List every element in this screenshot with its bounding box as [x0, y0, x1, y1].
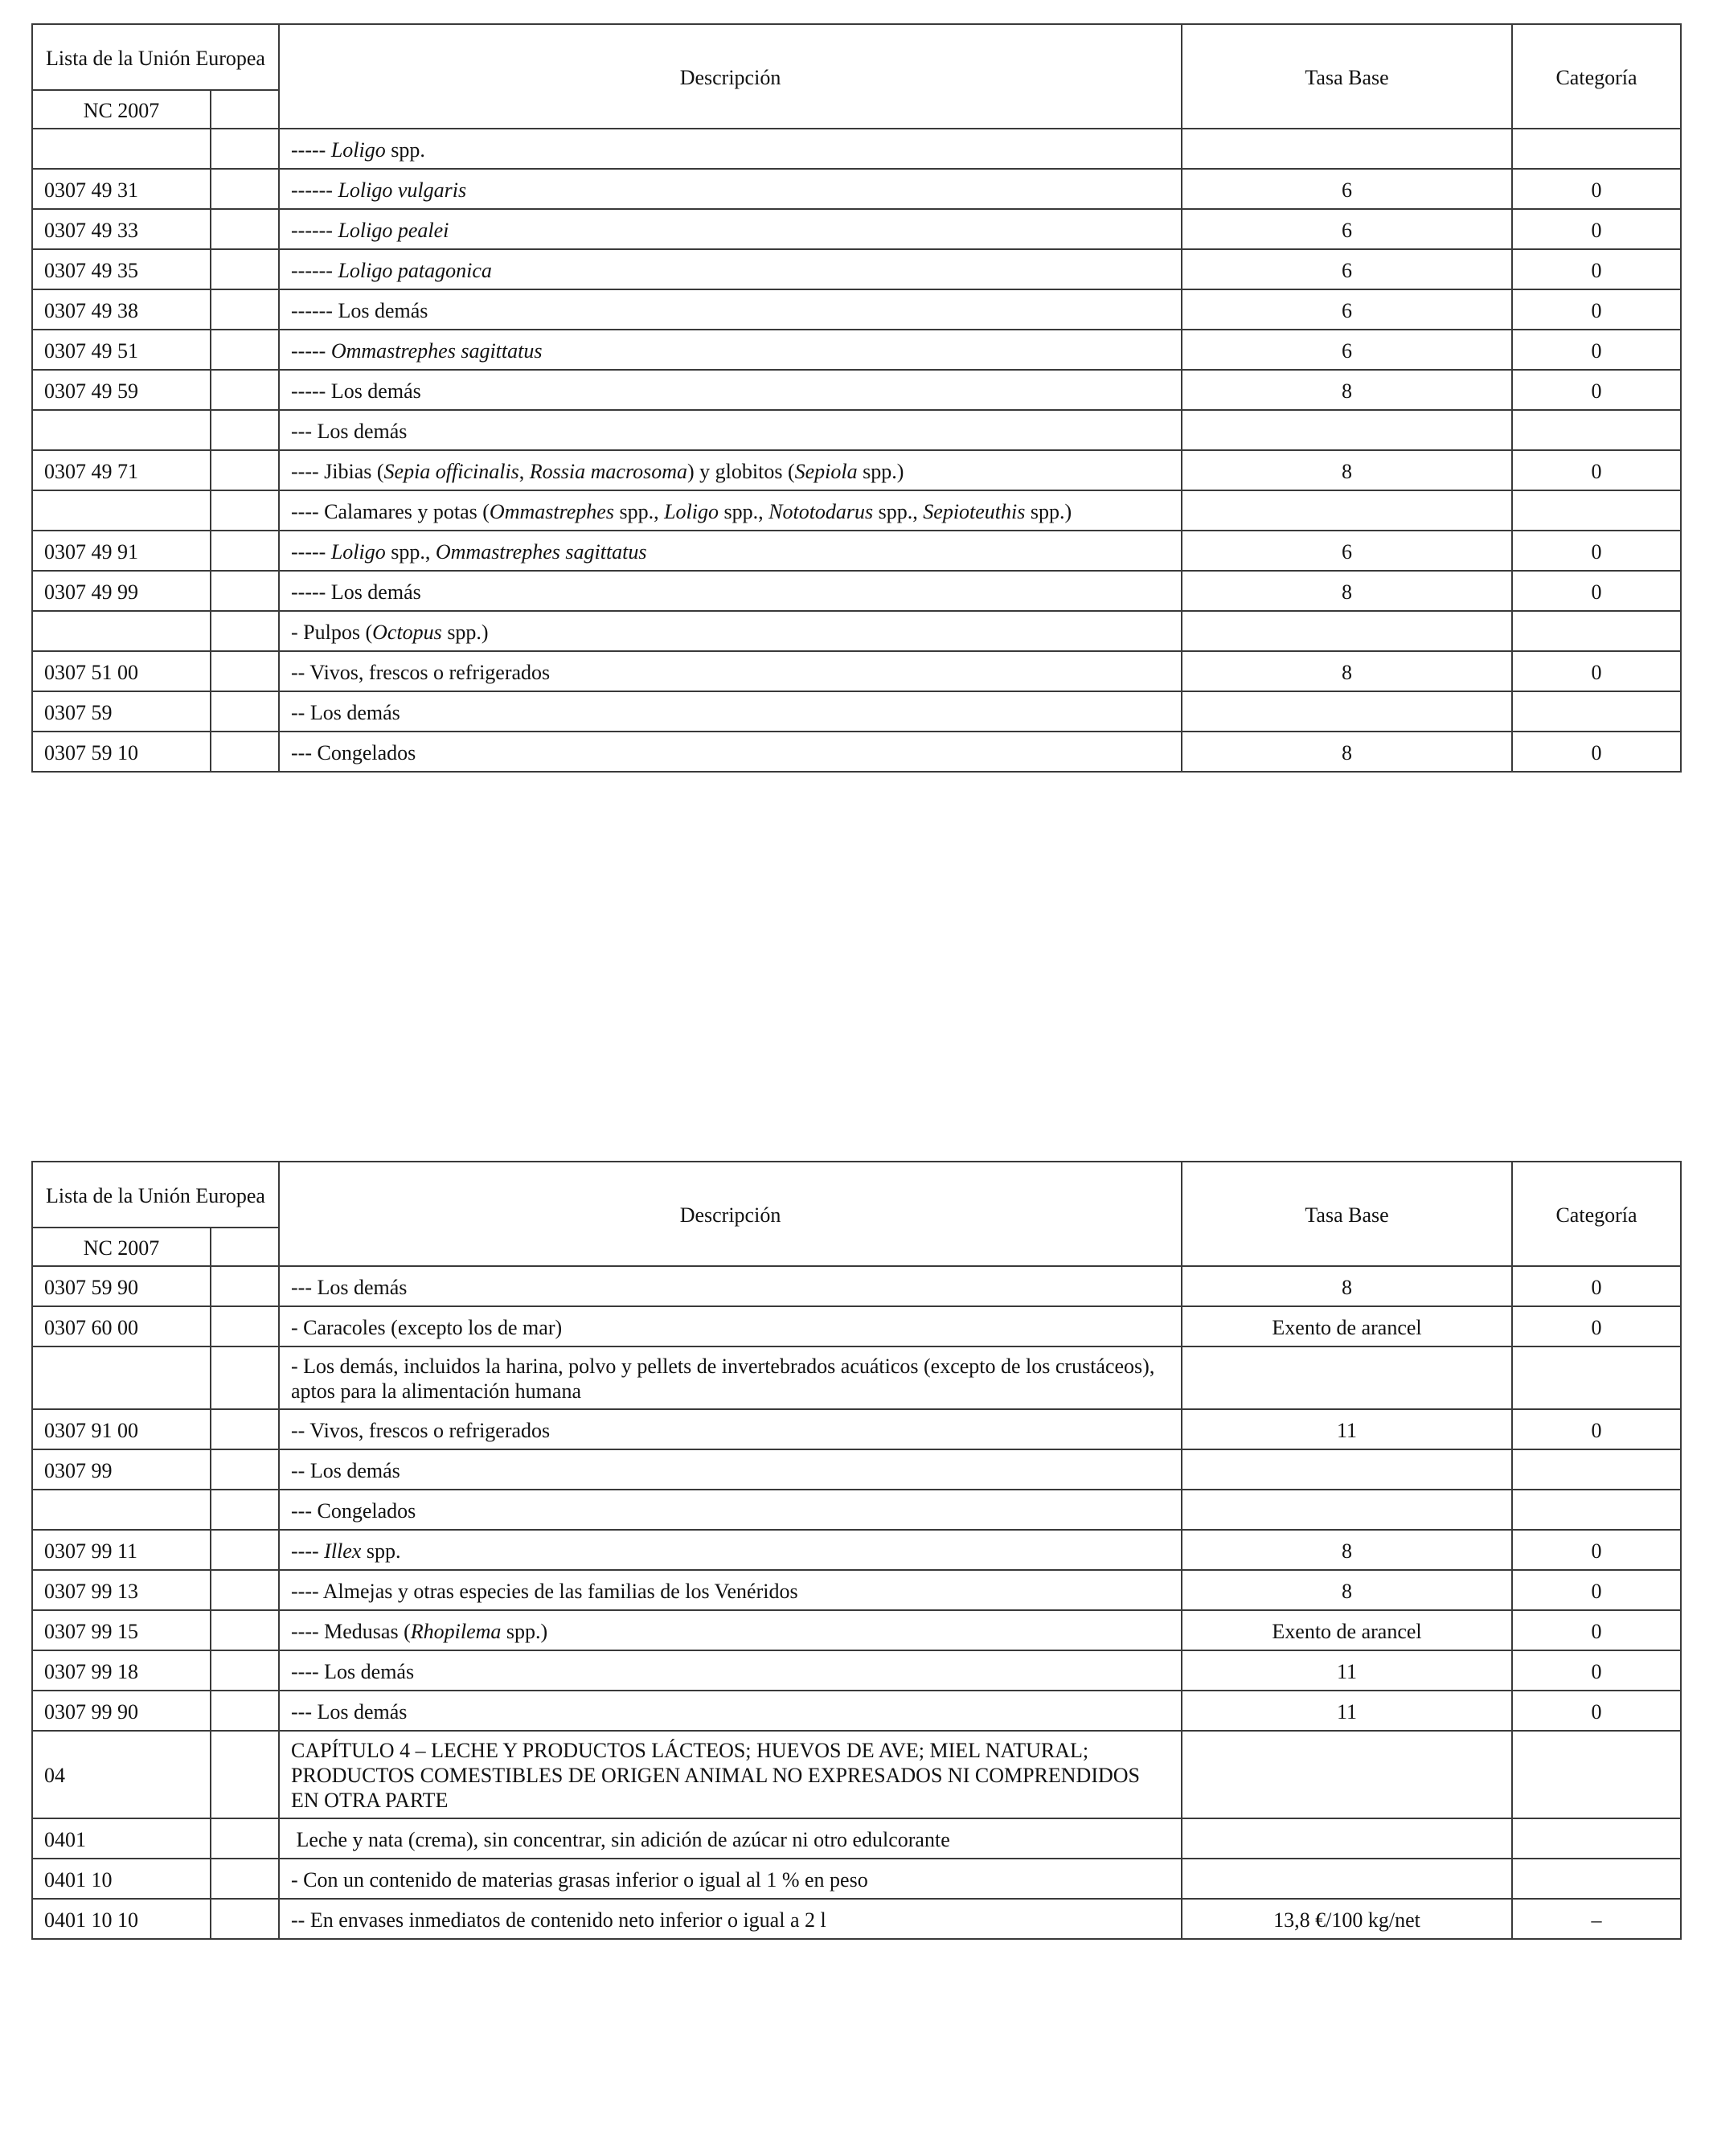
description-text: ---- Calamares y potas ( [291, 499, 490, 523]
blank-cell [211, 1449, 279, 1490]
description-text: --- Los demás [291, 419, 408, 443]
nc-code-cell: 0307 49 99 [32, 571, 211, 611]
description-cell [279, 169, 1182, 209]
table-row [32, 249, 1681, 289]
base-rate-cell: 8 [1182, 1570, 1512, 1610]
category-cell [1512, 410, 1681, 450]
category-cell: 0 [1512, 169, 1681, 209]
table-row [32, 691, 1681, 732]
nc-code-cell: 0307 49 35 [32, 249, 211, 289]
nc-code-cell: 0307 49 33 [32, 209, 211, 249]
description-cell [279, 1650, 1182, 1691]
description-cell [279, 1346, 1182, 1409]
category-cell: 0 [1512, 1650, 1681, 1691]
blank-cell [211, 1409, 279, 1449]
blank-cell [211, 1490, 279, 1530]
description-cell [279, 691, 1182, 732]
category-cell: 0 [1512, 1530, 1681, 1570]
base-rate-cell [1182, 691, 1512, 732]
header-rate: Tasa Base [1182, 1162, 1512, 1266]
blank-cell [211, 1610, 279, 1650]
blank-cell [211, 1346, 279, 1409]
nc-code-cell: 0307 59 10 [32, 732, 211, 772]
table-row [32, 1530, 1681, 1570]
description-text: CAPÍTULO 4 – LECHE Y PRODUCTOS LÁCTEOS; HUEVOS DE AVE; MIEL NATURAL; PRODUCTOS COMESTIBLES DE ORIGEN ANIMAL NO EXPRESADOS NI COMPRENDIDOS EN OTRA PARTE [291, 1739, 1145, 1812]
nc-code-cell: 0307 59 90 [32, 1266, 211, 1306]
table-row [32, 1409, 1681, 1449]
description-cell [279, 289, 1182, 330]
blank-cell [211, 370, 279, 410]
base-rate-cell [1182, 611, 1512, 651]
nc-code-cell [32, 129, 211, 169]
description-text: ------ Los demás [291, 298, 428, 322]
description-cell [279, 1731, 1182, 1818]
nc-code-cell: 0307 49 51 [32, 330, 211, 370]
header-nc-blank [211, 1228, 279, 1266]
category-cell: 0 [1512, 370, 1681, 410]
description-text: - Caracoles (excepto los de mar) [291, 1315, 563, 1339]
species-name: Loligo [664, 499, 719, 523]
blank-cell [211, 450, 279, 490]
description-text: Leche y nata (crema), sin concentrar, sin adición de azúcar ni otro edulcorante [291, 1827, 950, 1851]
category-cell: 0 [1512, 289, 1681, 330]
species-name: Rhopilema [410, 1619, 502, 1643]
blank-cell [211, 651, 279, 691]
description-cell [279, 1266, 1182, 1306]
species-name: Loligo [330, 539, 386, 564]
nc-code-cell: 0307 99 15 [32, 1610, 211, 1650]
description-text: --- Los demás [291, 1275, 408, 1299]
base-rate-cell [1182, 129, 1512, 169]
description-cell [279, 1530, 1182, 1570]
table-row [32, 1859, 1681, 1899]
species-name: Sepiola [794, 459, 858, 483]
nc-code-cell: 0307 49 91 [32, 531, 211, 571]
description-text: ------ [291, 178, 338, 202]
base-rate-cell: 11 [1182, 1691, 1512, 1731]
category-cell: 0 [1512, 249, 1681, 289]
table-row [32, 1691, 1681, 1731]
category-cell: 0 [1512, 209, 1681, 249]
species-name: Ommastrephes sagittatus [435, 539, 647, 564]
base-rate-cell [1182, 1859, 1512, 1899]
description-text: --- Congelados [291, 740, 416, 764]
table-row [32, 330, 1681, 370]
description-cell [279, 490, 1182, 531]
nc-code-cell: 0307 99 18 [32, 1650, 211, 1691]
blank-cell [211, 129, 279, 169]
nc-code-cell: 0307 60 00 [32, 1306, 211, 1346]
category-cell [1512, 1449, 1681, 1490]
description-cell [279, 209, 1182, 249]
table-row [32, 370, 1681, 410]
nc-code-cell: 0401 [32, 1818, 211, 1859]
header-nc-blank [211, 90, 279, 129]
table-row [32, 611, 1681, 651]
base-rate-cell: 8 [1182, 571, 1512, 611]
description-cell [279, 1449, 1182, 1490]
species-name: Illex [324, 1539, 362, 1563]
base-rate-cell: 6 [1182, 209, 1512, 249]
description-text: , [518, 459, 530, 483]
nc-code-cell: 0307 91 00 [32, 1409, 211, 1449]
base-rate-cell [1182, 1731, 1512, 1818]
description-text: ---- [291, 1539, 325, 1563]
blank-cell [211, 1818, 279, 1859]
category-cell: – [1512, 1899, 1681, 1939]
base-rate-cell: 6 [1182, 330, 1512, 370]
base-rate-cell: 6 [1182, 289, 1512, 330]
category-cell: 0 [1512, 1266, 1681, 1306]
blank-cell [211, 571, 279, 611]
category-cell: 0 [1512, 330, 1681, 370]
tariff-table-2 [31, 1161, 1682, 1940]
base-rate-cell: 8 [1182, 450, 1512, 490]
species-name: Loligo vulgaris [338, 178, 467, 202]
description-cell [279, 1859, 1182, 1899]
category-cell [1512, 1818, 1681, 1859]
base-rate-cell [1182, 490, 1512, 531]
header-category: Categoría [1512, 1162, 1681, 1266]
table-row [32, 651, 1681, 691]
category-cell: 0 [1512, 531, 1681, 571]
category-cell: 0 [1512, 1570, 1681, 1610]
blank-cell [211, 169, 279, 209]
description-cell [279, 1818, 1182, 1859]
header-description: Descripción [279, 24, 1182, 129]
description-text: ) y globitos ( [687, 459, 795, 483]
category-cell: 0 [1512, 450, 1681, 490]
species-name: Octopus [372, 620, 442, 644]
table-row [32, 450, 1681, 490]
nc-code-cell [32, 490, 211, 531]
base-rate-cell: 8 [1182, 1530, 1512, 1570]
nc-code-cell [32, 611, 211, 651]
table-row [32, 129, 1681, 169]
nc-code-cell: 04 [32, 1731, 211, 1818]
category-cell [1512, 691, 1681, 732]
base-rate-cell: 6 [1182, 169, 1512, 209]
nc-code-cell: 0307 49 59 [32, 370, 211, 410]
category-cell: 0 [1512, 1691, 1681, 1731]
table-row [32, 1899, 1681, 1939]
description-text: --- Congelados [291, 1498, 416, 1523]
table-row [32, 1449, 1681, 1490]
description-cell [279, 1899, 1182, 1939]
table-row [32, 732, 1681, 772]
description-text: spp.) [501, 1619, 548, 1643]
species-name: Loligo patagonica [338, 258, 492, 282]
description-text: spp.) [1025, 499, 1072, 523]
header-rate: Tasa Base [1182, 24, 1512, 129]
description-text: - Los demás, incluidos la harina, polvo y pellets de invertebrados acuáticos (excepto de los crustáceos), aptos para la alimentación humana [291, 1355, 1160, 1403]
species-name: Sepia officinalis [383, 459, 519, 483]
table-row [32, 1346, 1681, 1409]
description-text: -- Los demás [291, 1458, 400, 1482]
category-cell: 0 [1512, 1306, 1681, 1346]
nc-code-cell: 0307 59 [32, 691, 211, 732]
description-text: --- Los demás [291, 1699, 408, 1724]
blank-cell [211, 249, 279, 289]
blank-cell [211, 209, 279, 249]
nc-code-cell [32, 410, 211, 450]
description-cell [279, 370, 1182, 410]
category-cell [1512, 1346, 1681, 1409]
base-rate-cell: 6 [1182, 249, 1512, 289]
blank-cell [211, 1570, 279, 1610]
category-cell [1512, 129, 1681, 169]
description-cell [279, 1570, 1182, 1610]
description-cell [279, 129, 1182, 169]
header-list: Lista de la Unión Europea [32, 24, 279, 90]
table-row [32, 571, 1681, 611]
nc-code-cell: 0307 49 38 [32, 289, 211, 330]
header-nc: NC 2007 [32, 90, 211, 129]
species-name: Sepioteuthis [923, 499, 1026, 523]
blank-cell [211, 490, 279, 531]
nc-code-cell [32, 1346, 211, 1409]
blank-cell [211, 691, 279, 732]
table-body [32, 1266, 1681, 1939]
description-text: ---- Medusas ( [291, 1619, 411, 1643]
species-name: Ommastrephes [489, 499, 614, 523]
blank-cell [211, 410, 279, 450]
description-cell [279, 611, 1182, 651]
nc-code-cell: 0307 49 71 [32, 450, 211, 490]
table-row [32, 1266, 1681, 1306]
table-row [32, 1570, 1681, 1610]
category-cell: 0 [1512, 1610, 1681, 1650]
table-row [32, 1610, 1681, 1650]
description-text: ----- Los demás [291, 580, 421, 604]
table-row [32, 410, 1681, 450]
table-row [32, 490, 1681, 531]
category-cell [1512, 611, 1681, 651]
blank-cell [211, 289, 279, 330]
blank-cell [211, 1731, 279, 1818]
description-text: ---- Jibias ( [291, 459, 384, 483]
base-rate-cell: 6 [1182, 531, 1512, 571]
nc-code-cell: 0307 51 00 [32, 651, 211, 691]
category-cell: 0 [1512, 571, 1681, 611]
header-category: Categoría [1512, 24, 1681, 129]
description-text: spp., [873, 499, 924, 523]
description-cell [279, 330, 1182, 370]
category-cell [1512, 1859, 1681, 1899]
description-text: -- En envases inmediatos de contenido neto inferior o igual a 2 l [291, 1908, 826, 1932]
base-rate-cell: 11 [1182, 1650, 1512, 1691]
species-name: Loligo pealei [338, 218, 449, 242]
description-text: spp. [361, 1539, 401, 1563]
category-cell: 0 [1512, 732, 1681, 772]
description-text: spp.) [857, 459, 904, 483]
description-cell [279, 1306, 1182, 1346]
description-cell [279, 651, 1182, 691]
description-text: ---- Los demás [291, 1659, 415, 1683]
description-text: spp., [719, 499, 769, 523]
category-cell [1512, 1731, 1681, 1818]
description-cell [279, 1490, 1182, 1530]
category-cell: 0 [1512, 651, 1681, 691]
description-text: ------ [291, 258, 338, 282]
description-text: ----- Los demás [291, 379, 421, 403]
base-rate-cell [1182, 1346, 1512, 1409]
blank-cell [211, 732, 279, 772]
header-nc: NC 2007 [32, 1228, 211, 1266]
base-rate-cell [1182, 1490, 1512, 1530]
base-rate-cell [1182, 1449, 1512, 1490]
nc-code-cell: 0401 10 10 [32, 1899, 211, 1939]
base-rate-cell: 11 [1182, 1409, 1512, 1449]
blank-cell [211, 1650, 279, 1691]
description-cell [279, 410, 1182, 450]
table-row [32, 289, 1681, 330]
base-rate-cell: Exento de arancel [1182, 1610, 1512, 1650]
species-name: Loligo [330, 137, 386, 162]
blank-cell [211, 611, 279, 651]
description-cell [279, 1409, 1182, 1449]
description-text: spp. [385, 137, 425, 162]
blank-cell [211, 330, 279, 370]
base-rate-cell [1182, 1818, 1512, 1859]
description-text: ----- [291, 338, 331, 363]
blank-cell [211, 1266, 279, 1306]
description-text: spp., [613, 499, 665, 523]
blank-cell [211, 1859, 279, 1899]
nc-code-cell: 0307 99 13 [32, 1570, 211, 1610]
description-text: spp., [385, 539, 436, 564]
table-body [32, 129, 1681, 772]
blank-cell [211, 1899, 279, 1939]
description-text: ----- [291, 137, 331, 162]
blank-cell [211, 1530, 279, 1570]
description-cell [279, 531, 1182, 571]
nc-code-cell: 0307 99 [32, 1449, 211, 1490]
description-text: ----- [291, 539, 331, 564]
nc-code-cell: 0401 10 [32, 1859, 211, 1899]
base-rate-cell: 13,8 €/100 kg/net [1182, 1899, 1512, 1939]
table-row [32, 169, 1681, 209]
base-rate-cell: 8 [1182, 1266, 1512, 1306]
nc-code-cell: 0307 99 90 [32, 1691, 211, 1731]
table-row [32, 1818, 1681, 1859]
description-text: - Con un contenido de materias grasas inferior o igual al 1 % en peso [291, 1867, 868, 1892]
description-cell [279, 732, 1182, 772]
description-text: spp.) [441, 620, 489, 644]
table-row [32, 1490, 1681, 1530]
nc-code-cell [32, 1490, 211, 1530]
base-rate-cell [1182, 410, 1512, 450]
description-cell [279, 249, 1182, 289]
description-cell [279, 571, 1182, 611]
blank-cell [211, 531, 279, 571]
table-row [32, 1306, 1681, 1346]
table-row [32, 531, 1681, 571]
category-cell: 0 [1512, 1409, 1681, 1449]
species-name: Nototodarus [768, 499, 874, 523]
description-cell [279, 450, 1182, 490]
species-name: Ommastrephes sagittatus [330, 338, 543, 363]
table-row [32, 1731, 1681, 1818]
category-cell [1512, 490, 1681, 531]
base-rate-cell: 8 [1182, 732, 1512, 772]
table-row [32, 1650, 1681, 1691]
blank-cell [211, 1306, 279, 1346]
description-cell [279, 1691, 1182, 1731]
nc-code-cell: 0307 49 31 [32, 169, 211, 209]
nc-code-cell: 0307 99 11 [32, 1530, 211, 1570]
description-text: -- Vivos, frescos o refrigerados [291, 1418, 551, 1442]
header-list: Lista de la Unión Europea [32, 1162, 279, 1228]
blank-cell [211, 1691, 279, 1731]
tariff-table-1 [31, 23, 1682, 773]
description-text: - Pulpos ( [291, 620, 373, 644]
base-rate-cell: Exento de arancel [1182, 1306, 1512, 1346]
base-rate-cell: 8 [1182, 370, 1512, 410]
base-rate-cell: 8 [1182, 651, 1512, 691]
description-text: -- Vivos, frescos o refrigerados [291, 660, 551, 684]
header-description: Descripción [279, 1162, 1182, 1266]
category-cell [1512, 1490, 1681, 1530]
description-text: ---- Almejas y otras especies de las familias de los Venéridos [291, 1579, 798, 1603]
description-text: ------ [291, 218, 338, 242]
description-text: -- Los demás [291, 700, 400, 724]
species-name: Rossia macrosoma [529, 459, 688, 483]
description-cell [279, 1610, 1182, 1650]
table-row [32, 209, 1681, 249]
